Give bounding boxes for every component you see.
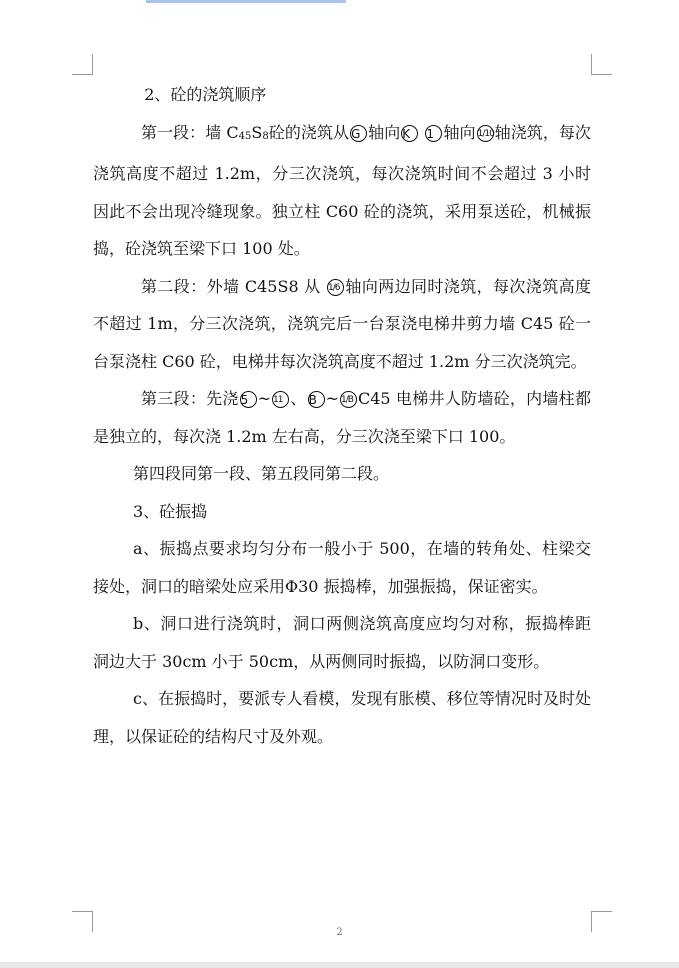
axis-marker-1: 1 — [425, 125, 442, 142]
axis-marker-1-b: 1/B — [340, 391, 357, 408]
paragraph-item-a: a、振捣点要求均匀分布一般小于 500，在墙的转角处、柱梁交接处，洞口的暗梁处应采用Φ30 振捣棒，加强振捣，保证密实。 — [93, 539, 591, 596]
axis-marker-b: B — [308, 391, 325, 408]
axis-marker-k: K — [401, 125, 418, 142]
page-gap-bar — [0, 962, 679, 968]
section-heading-3: 3、砼振捣 — [133, 501, 208, 521]
paragraph-item-b: b、洞口进行浇筑时，洞口两侧浇筑高度应均匀对称，振捣棒距洞边大于 30cm 小于 50cm，从两侧同时振捣，以防洞口变形。 — [93, 614, 591, 671]
axis-marker-1-6: 1/6 — [327, 279, 344, 296]
margin-corner-top-right — [591, 54, 612, 75]
paragraph-stage-1: 第一段：墙 $C_{45}S_8$砼的浇筑从 G 轴向 K 1 轴向 1/10轴浇筑，每次浇筑高度不超过 1.2m，分三次浇筑，每次浇筑时间不会超过 3 小时因此不会出现冷缝现象。独立柱 C60 砼的浇筑，采用泵送砼，机械振捣，砼浇筑至梁下口 100 处。 — [93, 122, 591, 258]
paragraph-stage-2: 第二段：外墙 C45S8 从 1/6 轴向两边同时浇筑，每次浇筑高度不超过 1m，分三次浇筑，浇筑完后一台泵浇电梯井剪力墙 C45 砼一台泵浇柱 C60 砼，电梯井每次浇筑高度不超过 1.2m 分三次浇筑完。 — [93, 276, 591, 371]
section-heading-2: 2、砼的浇筑顺序 — [144, 85, 267, 104]
ruler-highlight — [146, 0, 346, 3]
paragraph-stage-4-5: 第四段同第一段、第五段同第二段。 — [133, 464, 390, 483]
axis-marker-5: 5 — [240, 391, 257, 408]
axis-marker-1-10: 1/10 — [477, 125, 494, 142]
axis-marker-g: G — [350, 125, 367, 142]
paragraph-stage-3: 第三段：先浇 5 ~ 11 、 B ~ 1/B C45 电梯井人防墙砼，内墙柱都是独立的，每次浇 1.2m 左右高，分三次浇至梁下口 100。 — [93, 389, 591, 446]
margin-corner-top-left — [72, 54, 93, 75]
paragraph-item-c: c、在振捣时，要派专人看模，发现有胀模、移位等情况时及时处理，以保证砼的结构尺寸及外观。 — [93, 689, 591, 746]
document-body[interactable] — [93, 76, 591, 755]
axis-marker-11: 11 — [272, 391, 289, 408]
page-number: 2 — [336, 927, 343, 938]
